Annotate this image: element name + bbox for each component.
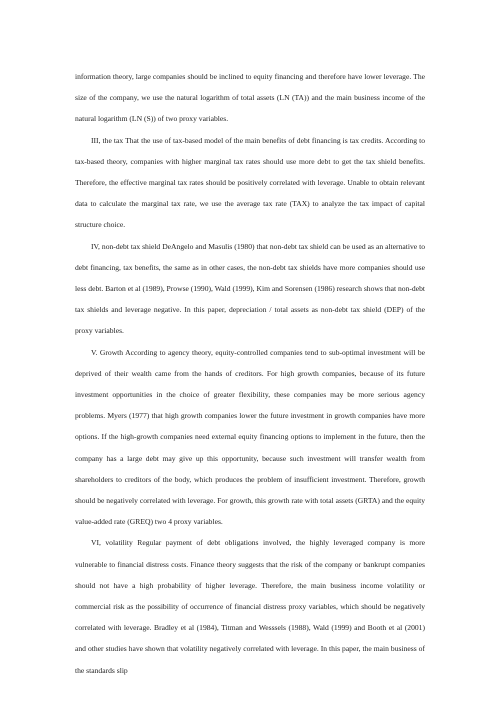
paragraph-size-continuation: information theory, large companies should be inclined to equity financing and therefore have lower leverage. The size of the company, we use the natural logarithm of total assets (LN (TA)) and the main business income of the natural logarithm (LN (S)) of two proxy variables. [75, 72, 425, 124]
paragraph-volatility: VI, volatility Regular payment of debt obligations involved, the highly leveraged company is more vulnerable to financial distress costs. Finance theory suggests that the risk of the company or bankrupt companies should not have a high probability of higher leverage. Therefore, the main business income volatility or commercial risk as the possibility of occurrence of financial distress proxy variables, which should be negatively correlated with leverage. Bradley et al (1984), Titman and Wesssels (1988), Wald (1999) and Booth et al (2001) and other studies have shown that volatility negatively correlated with leverage. In this paper, the main business of the standards slip [75, 538, 425, 675]
paragraph-non-debt-tax-shield: IV, non-debt tax shield DeAngelo and Masulis (1980) that non-debt tax shield can be used as an alternative to debt financing, tax benefits, the same as in other cases, the non-debt tax shields have more companies should use less debt. Barton et al (1989), Prowse (1990), Wald (1999), Kim and Sorensen (1986) research shows that non-debt tax shields and leverage negative. In this paper, depreciation / total assets as non-debt tax shield (DEP) of the proxy variables. [75, 241, 425, 336]
body-text [75, 66, 425, 681]
paragraph-growth: V. Growth According to agency theory, equity-controlled companies tend to sub-optimal investment will be deprived of their wealth came from the hands of creditors. For high growth companies, because of its future investment opportunities in the choice of greater flexibility, these companies may be more serious agency problems. Myers (1977) that high growth companies lower the future investment in growth companies have more options. If the high-growth companies need external equity financing options to implement in the future, then the company has a large debt may give up this opportunity, because such investment will transfer wealth from shareholders to creditors of the body, which produces the problem of insufficient investment. Therefore, growth should be negatively correlated with leverage. For growth, this growth rate with total assets (GRTA) and the equity value-added rate (GREQ) two 4 proxy variables. [75, 347, 425, 527]
paragraph-tax: III, the tax That the use of tax-based model of the main benefits of debt financing is tax credits. According to tax-based theory, companies with higher marginal tax rates should use more debt to get the tax shield benefits. Therefore, the effective marginal tax rates should be positively correlated with leverage. Unable to obtain relevant data to calculate the marginal tax rate, we use the average tax rate (TAX) to analyze the tax impact of capital structure choice. [75, 135, 425, 230]
